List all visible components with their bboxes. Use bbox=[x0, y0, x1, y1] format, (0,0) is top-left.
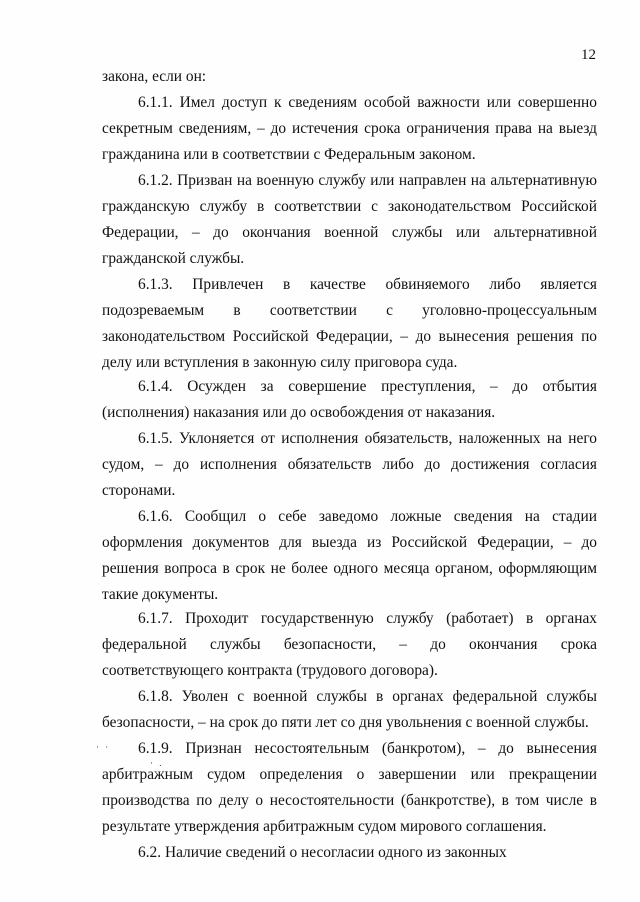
paragraph-text: Осужден за совершение преступления, – до отбытия (исполнения) наказания или до освобождения от наказания. bbox=[102, 378, 597, 421]
paragraph-number: 6.1.8. bbox=[138, 688, 173, 705]
paragraph-text: Уволен с военной службы в органах федеральной службы безопасности, – на срок до пяти лет со дня увольнения с военной службы. bbox=[102, 688, 597, 731]
paragraph-6-1-3 bbox=[102, 272, 597, 376]
paragraph-6-1-9 bbox=[102, 736, 597, 840]
paragraph-number: 6.1.1. bbox=[138, 94, 173, 111]
paragraph-number: 6.1.3. bbox=[138, 276, 173, 293]
paragraph-6-2 bbox=[102, 840, 597, 866]
paragraph-text: Наличие сведений о несогласии одного из законных bbox=[164, 844, 507, 861]
paragraph-text: Проходит государственную службу (работает) в органах федеральной службы безопасности, – до окончания срока соответствующего контракта (трудового договора). bbox=[102, 610, 597, 679]
paragraph-text: Признан несостоятельным (банкротом), – до вынесения арбитражным судом определения о завершении или прекращении производства по делу о несостоятельности (банкротстве), в том числе в результате утверждения арбитражным судом мирового соглашения. bbox=[102, 740, 597, 835]
paragraph-text: Привлечен в качестве обвиняемого либо является подозреваемым в соответствии с уголовно-процессуальным законодательством Российской Федерации, – до вынесения решения по делу или вступления в законную силу приговора суда. bbox=[102, 276, 597, 371]
paragraph-text: Имел доступ к сведениям особой важности или совершенно секретным сведениям, – до истечения срока ограничения права на выезд гражданина или в соответствии с Федеральным законом. bbox=[102, 94, 597, 163]
paragraph-text: Призван на военную службу или направлен на альтернативную гражданскую службу в соответствии с законодательством Российской Федерации, – до окончания военной службы или альтернативной гражданской службы. bbox=[102, 172, 597, 267]
paragraph-6-1-7 bbox=[102, 606, 597, 684]
paragraph-6-1-5 bbox=[102, 426, 597, 504]
paragraph-number: 6.1.9. bbox=[138, 740, 173, 757]
paragraph-6-1-2 bbox=[102, 168, 597, 272]
paragraph-6-1-6 bbox=[102, 504, 597, 608]
lead-line: закона, если он: bbox=[102, 68, 207, 85]
paragraph-number: 6.1.6. bbox=[138, 508, 173, 525]
paragraph-6-1-4 bbox=[102, 374, 597, 426]
scan-speck: · . bbox=[150, 758, 164, 768]
page-number: 12 bbox=[581, 47, 596, 63]
paragraph-text: Уклоняется от исполнения обязательств, наложенных на него судом, – до исполнения обязательств либо до достижения согласия сторонами. bbox=[102, 430, 597, 499]
paragraph-number: 6.1.2. bbox=[138, 172, 173, 189]
paragraph-number: 6.1.4. bbox=[138, 378, 173, 395]
paragraph-6-1-8 bbox=[102, 684, 597, 736]
paragraph-number: 6.1.7. bbox=[138, 610, 173, 627]
paragraph-6-1-1 bbox=[102, 90, 597, 168]
paragraph-number: 6.2. bbox=[138, 844, 162, 861]
paragraph-text: Сообщил о себе заведомо ложные сведения на стадии оформления документов для выезда из Российской Федерации, – до решения вопроса в срок не более одного месяца органом, оформляющим такие документы. bbox=[102, 508, 597, 603]
paragraph-number: 6.1.5. bbox=[138, 430, 173, 447]
scan-speck: · · bbox=[96, 742, 111, 752]
